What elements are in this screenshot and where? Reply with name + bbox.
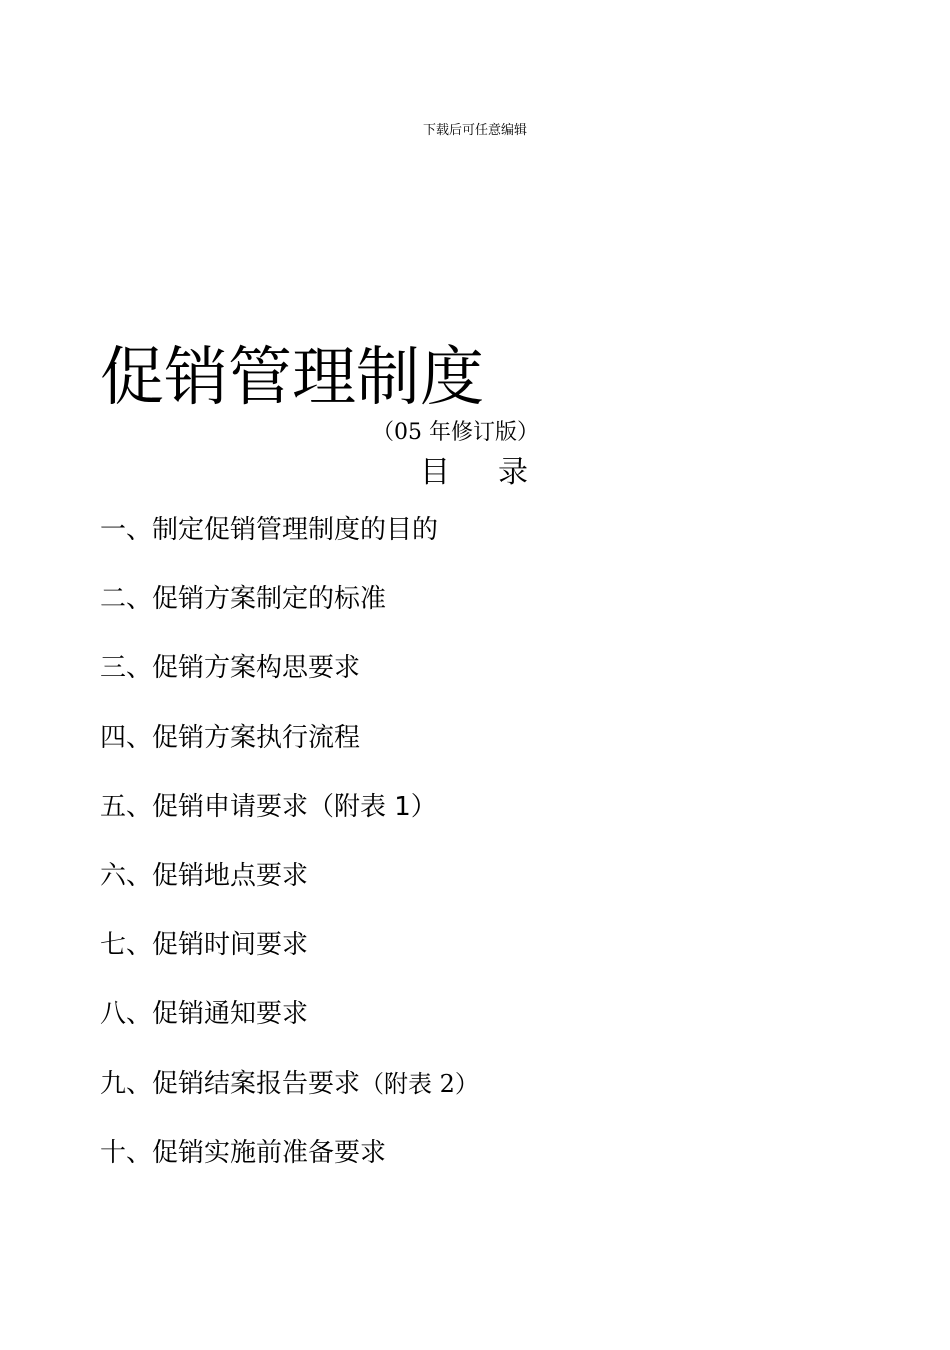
toc-item-text: 七、促销时间要求 bbox=[100, 930, 309, 961]
toc-item-text: 九、促销结案报告要求 bbox=[100, 1068, 361, 1099]
document-title: 促销管理制度 bbox=[100, 341, 484, 415]
toc-item bbox=[100, 646, 479, 715]
toc-item-suffix: （附表 2） bbox=[360, 1069, 479, 1098]
toc-item-text: 五、促销申请要求（附表 1） bbox=[100, 791, 437, 822]
document-subtitle: （05 年修订版） bbox=[372, 420, 539, 445]
toc-item bbox=[100, 716, 479, 785]
toc-item bbox=[100, 992, 479, 1061]
toc-heading-right: 录 bbox=[498, 455, 528, 490]
toc-item-text: 二、促销方案制定的标准 bbox=[100, 584, 387, 615]
toc-item bbox=[100, 1062, 479, 1131]
toc-item-text: 六、促销地点要求 bbox=[100, 860, 309, 891]
toc-list bbox=[100, 508, 479, 1200]
toc-item bbox=[100, 508, 479, 577]
toc-item bbox=[100, 785, 479, 854]
toc-heading bbox=[420, 452, 528, 494]
toc-heading-left: 目 bbox=[420, 455, 450, 490]
toc-item-text: 八、促销通知要求 bbox=[100, 999, 309, 1030]
toc-item-text: 一、制定促销管理制度的目的 bbox=[100, 515, 439, 545]
toc-item-text: 十、促销实施前准备要求 bbox=[100, 1137, 387, 1168]
toc-item-text: 四、促销方案执行流程 bbox=[100, 722, 361, 753]
toc-item-text: 三、促销方案构思要求 bbox=[100, 653, 361, 684]
header-note: 下载后可任意编辑 bbox=[422, 123, 527, 138]
toc-item bbox=[100, 854, 479, 923]
toc-item bbox=[100, 1131, 479, 1200]
toc-item bbox=[100, 923, 479, 992]
toc-item bbox=[100, 577, 479, 646]
